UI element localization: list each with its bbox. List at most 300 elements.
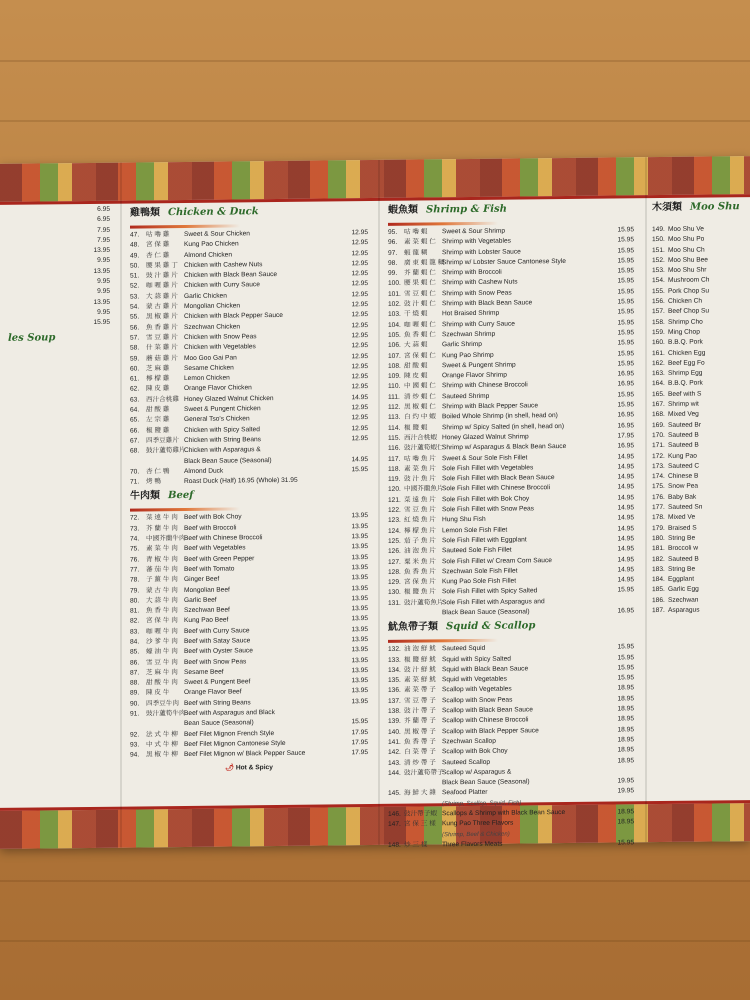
- right-list: [652, 224, 750, 616]
- item-price: 18.95: [617, 808, 634, 816]
- item-number: 80.: [130, 597, 140, 605]
- item-price: 14.95: [351, 455, 368, 463]
- item-name: Shrimp wit: [668, 400, 699, 408]
- item-number: 143.: [388, 759, 401, 767]
- item-number: 62.: [130, 385, 140, 394]
- item-number: 181.: [652, 545, 665, 553]
- item-chinese-name: 芝 麻 雞: [146, 365, 170, 373]
- item-name: Orange Flavor Chicken: [184, 384, 252, 393]
- item-name: Beef with String Beans: [184, 699, 251, 707]
- item-name: Sole Fish Fillet with Spicy Salted: [442, 587, 538, 596]
- item-chinese-name: 豉 汁 蝦 仁: [404, 300, 436, 308]
- item-number: 147.: [388, 821, 401, 829]
- item-number: 76.: [130, 556, 140, 564]
- item-name: Shrimp Egg: [668, 369, 703, 378]
- item-name: Squid with Black Bean Sauce: [442, 665, 529, 674]
- item-price: 14.95: [617, 483, 634, 491]
- item-chinese-name: 蕃 茄 牛 肉: [146, 565, 178, 574]
- item-number: 118.: [388, 465, 401, 473]
- item-number: 60.: [130, 365, 140, 373]
- item-number: 173.: [652, 462, 665, 470]
- item-price: 13.95: [351, 697, 368, 706]
- item-note: (Shrimp, Scallop, Squid, Fish): [442, 800, 522, 808]
- item-price: 13.95: [351, 512, 368, 520]
- item-chinese-name: 炒 三 樣: [404, 841, 428, 849]
- item-price: 13.95: [351, 563, 368, 572]
- item-name: Sweet & Pungent Beef: [184, 678, 251, 687]
- item-name: Beef Chop Su: [668, 307, 710, 316]
- item-number: 56.: [130, 324, 140, 332]
- item-name: Chicken with Spicy Salted: [184, 425, 260, 434]
- item-price: 18.95: [617, 684, 634, 692]
- item-name: Szechwan Beef: [184, 606, 230, 615]
- item-name: Sole Fish Fillet with Asparagus and: [442, 597, 545, 606]
- item-number: 55.: [130, 313, 140, 321]
- item-name: String Be: [668, 534, 696, 542]
- item-number: 120.: [388, 486, 401, 494]
- item-chinese-name: 西汁合桃雞: [146, 395, 179, 404]
- item-price: 14.95: [617, 473, 634, 481]
- item-number: 164.: [652, 380, 665, 388]
- item-number: 107.: [388, 352, 401, 360]
- item-number: 53.: [130, 293, 140, 301]
- item-chinese-name: 四季豆雞片: [146, 436, 179, 445]
- panel-fold: [120, 163, 122, 848]
- item-number: 155.: [652, 287, 665, 295]
- item-chinese-name: 大 蒜 雞 片: [146, 292, 178, 301]
- item-chinese-name: 粟 米 魚 片: [404, 557, 436, 566]
- item-chinese-name: 清 炒 帶 子: [404, 758, 436, 767]
- item-number: 106.: [388, 341, 401, 350]
- item-name: Three Flavors Meats: [442, 840, 503, 849]
- item-name: Beef with Oyster Sauce: [184, 647, 253, 656]
- item-number: 90.: [130, 700, 140, 708]
- item-chinese-name: 豉 汁 鮮 魷: [404, 666, 436, 674]
- item-number: 64.: [130, 406, 140, 414]
- item-number: 168.: [652, 411, 665, 419]
- item-name: Szechwan Sole Fish Fillet: [442, 567, 518, 576]
- item-name: Garlic Chicken: [184, 292, 227, 300]
- item-price: 16.95: [617, 411, 634, 419]
- item-chinese-name: 素 菜 牛 肉: [146, 545, 178, 553]
- item-price: 13.95: [93, 298, 110, 306]
- item-number: 84.: [130, 638, 140, 646]
- item-price: 13.95: [93, 246, 110, 255]
- item-name: Garlic Egg: [668, 585, 699, 594]
- item-number: 130.: [388, 589, 401, 597]
- item-name: Sole Fish Fillet with Vegetables: [442, 464, 534, 473]
- item-number: 91.: [130, 710, 140, 718]
- item-name: Sauteed C: [668, 462, 700, 470]
- item-price: 13.95: [351, 625, 368, 633]
- item-name: Beef with Broccoli: [184, 524, 237, 532]
- item-name: Moo Shu Po: [668, 235, 705, 244]
- item-price: 12.95: [351, 311, 368, 319]
- item-price: 12.95: [351, 424, 368, 432]
- item-price: 13.95: [351, 636, 368, 644]
- item-price: 15.95: [617, 257, 634, 265]
- section-header-moo-shu: 木須類 Moo Shu: [652, 201, 740, 214]
- item-number: 124.: [388, 527, 401, 535]
- item-name: Chicken with String Beans: [184, 436, 261, 444]
- item-price: 14.95: [617, 576, 634, 584]
- item-price: 15.95: [617, 267, 634, 275]
- item-number: 82.: [130, 617, 140, 625]
- legend: 🌶 Hot & Spicy: [225, 763, 273, 772]
- item-number: 174.: [652, 473, 665, 481]
- item-number: 144.: [388, 769, 401, 777]
- item-chinese-name: 椒 鹽 蝦: [404, 424, 428, 432]
- item-name: Shrimp w/ Asparagus & Black Bean Sauce: [442, 443, 567, 452]
- item-name: Honey Glazed Walnut Chicken: [184, 394, 274, 403]
- item-chinese-name: 芝 麻 牛 肉: [146, 668, 178, 677]
- item-number: 58.: [130, 344, 140, 352]
- item-name: Sole Fish Fillet with Snow Peas: [442, 505, 534, 514]
- item-number: 49.: [130, 252, 140, 260]
- item-price: 12.95: [351, 332, 368, 340]
- item-chinese-name: 什 菜 雞 片: [146, 344, 178, 352]
- item-name: Shrimp with Vegetables: [442, 237, 511, 246]
- item-price: 15.95: [93, 319, 110, 327]
- item-number: 112.: [388, 403, 401, 411]
- item-number: 178.: [652, 514, 665, 522]
- item-chinese-name: 茄 子 魚 片: [404, 537, 436, 545]
- item-name: Broccoli w: [668, 544, 699, 553]
- section-header-soup: [0, 332, 110, 353]
- item-price: 15.95: [617, 839, 634, 847]
- item-name: Squid with Spicy Salted: [442, 655, 511, 663]
- item-price: 6.95: [97, 216, 110, 224]
- item-name: Shrimp w/ Spicy Salted (in shell, head on): [442, 422, 565, 431]
- item-number: 126.: [388, 547, 401, 556]
- item-name: Chicken with Cashew Nuts: [184, 261, 263, 269]
- item-name: Hot Braised Shrimp: [442, 310, 500, 318]
- item-price: 12.95: [351, 404, 368, 412]
- item-number: 139.: [388, 718, 401, 726]
- item-name: Sole Fish Fillet w/ Cream Corn Sauce: [442, 556, 552, 565]
- item-price: 16.95: [617, 370, 634, 378]
- item-name: Sesame Beef: [184, 668, 224, 676]
- item-chinese-name: 菜 遠 牛 肉: [146, 514, 178, 522]
- item-name: Almond Chicken: [184, 251, 233, 259]
- item-number: 182.: [652, 555, 665, 563]
- item-number: 145.: [388, 790, 401, 798]
- item-price: 15.95: [617, 674, 634, 682]
- item-name: B.B.Q. Pork: [668, 338, 703, 347]
- item-number: 151.: [652, 246, 665, 254]
- item-price: 14.95: [617, 452, 634, 460]
- item-price: 13.95: [351, 584, 368, 592]
- item-chinese-name: 廣 東 蝦 龍 糊: [404, 259, 445, 267]
- item-name: Beef with Curry Sauce: [184, 627, 250, 635]
- item-chinese-name: 素 菜 蝦 仁: [404, 238, 436, 246]
- item-number: 110.: [388, 383, 401, 391]
- item-chinese-name: 紅 燒 魚 片: [404, 516, 436, 525]
- item-chinese-name: 黑 椒 牛 柳: [146, 751, 178, 759]
- item-chinese-name: 蒙 古 牛 肉: [146, 586, 178, 594]
- item-number: 67.: [130, 437, 140, 445]
- section-header-shrimp-fish: 蝦魚類 Shrimp & Fish: [388, 203, 634, 226]
- item-chinese-name: 椒 鹽 鮮 魷: [404, 655, 436, 664]
- item-chinese-name: 魚 香 魚 片: [404, 568, 436, 576]
- item-chinese-name: 杏 仁 雞: [146, 251, 170, 259]
- item-price: 12.95: [351, 342, 368, 350]
- item-number: 101.: [388, 290, 401, 298]
- item-chinese-name: 黑 椒 蝦 仁: [404, 403, 436, 411]
- item-chinese-name: 白 灼 中 蝦: [404, 413, 436, 422]
- item-price: 12.95: [351, 301, 368, 309]
- chicken-beef-panel: [130, 202, 368, 774]
- item-name: General Tso's Chicken: [184, 415, 250, 424]
- item-name: Beef Filet Mignon French Style: [184, 729, 275, 738]
- panel-fold: [378, 160, 380, 845]
- item-name: Beef with Chinese Broccoli: [184, 534, 263, 543]
- item-chinese-name: 腰 果 蝦 仁: [404, 279, 436, 288]
- item-price: 13.95: [351, 646, 368, 654]
- item-name: Honey Glazed Walnut Shrimp: [442, 433, 529, 442]
- item-price: 15.95: [617, 391, 634, 399]
- item-name: Scallop with Vegetables: [442, 686, 512, 694]
- item-chinese-name: 干 燒 蝦: [404, 310, 428, 319]
- item-number: 73.: [130, 525, 140, 533]
- item-chinese-name: 雪 豆 蝦 仁: [404, 290, 436, 298]
- item-number: 160.: [652, 339, 665, 347]
- item-name: Sweet & Sour Chicken: [184, 230, 250, 239]
- item-name: Mixed Veg: [668, 410, 699, 419]
- item-name: Asparagus: [668, 606, 700, 614]
- item-price: 12.95: [351, 290, 368, 299]
- item-number: 175.: [652, 483, 665, 491]
- item-price: 14.95: [617, 514, 634, 522]
- item-number: 128.: [388, 568, 401, 576]
- item-name: Roast Duck (Half) 16.95 (Whole) 31.95: [184, 476, 298, 486]
- item-chinese-name: 魚 香 蝦 仁: [404, 331, 436, 339]
- item-price: 14.95: [617, 504, 634, 512]
- item-price: 13.95: [351, 605, 368, 613]
- item-chinese-name: 素 菜 帶 子: [404, 686, 436, 695]
- item-number: 159.: [652, 328, 665, 337]
- item-name: Garlic Beef: [184, 596, 217, 604]
- item-name: Shrimp Cho: [668, 318, 703, 326]
- item-chinese-name: 豉汁蘆筍蝦仁: [404, 444, 444, 452]
- item-name: Chicken with Vegetables: [184, 343, 256, 352]
- item-name: Scallop with Black Pepper Sauce: [442, 726, 539, 735]
- item-price: 15.95: [351, 465, 368, 474]
- item-price: 14.95: [617, 524, 634, 533]
- item-name: Beef with S: [668, 390, 702, 398]
- item-name: Beef with Bok Choy: [184, 513, 242, 522]
- item-number: 59.: [130, 355, 140, 363]
- item-number: 71.: [130, 478, 140, 486]
- item-number: 97.: [388, 249, 398, 257]
- item-name: Chicken with Black Pepper Sauce: [184, 312, 283, 321]
- section-title: les Soup: [8, 331, 56, 344]
- item-chinese-name: 豉 汁 魚 片: [404, 475, 436, 483]
- item-number: 116.: [388, 444, 401, 453]
- item-number: 70.: [130, 468, 140, 476]
- item-chinese-name: 咕 嚕 魚 片: [404, 454, 436, 463]
- item-price: 15.95: [617, 360, 634, 368]
- item-name: Sauteed Scallop: [442, 758, 491, 766]
- item-price: 15.95: [617, 664, 634, 672]
- item-number: 52.: [130, 282, 140, 291]
- item-name: Mushroom Ch: [668, 276, 710, 285]
- beef-list: [130, 511, 368, 761]
- item-number: 165.: [652, 390, 665, 398]
- item-number: 141.: [388, 738, 401, 746]
- item-chinese-name: 蝦 龍 糊: [404, 249, 428, 257]
- item-price: 14.95: [617, 566, 634, 574]
- item-name: Moo Shu Shr: [668, 266, 707, 275]
- item-name: Orange Flavor Beef: [184, 688, 242, 697]
- item-price: 7.95: [97, 226, 110, 234]
- item-price: 13.95: [351, 615, 368, 623]
- item-number: 88.: [130, 679, 140, 687]
- item-number: 170.: [652, 431, 665, 440]
- item-chinese-name: 豉 汁 雞 片: [146, 272, 178, 280]
- item-chinese-name: 烤 鴨: [146, 478, 162, 486]
- item-price: 18.95: [617, 715, 634, 723]
- item-number: 87.: [130, 669, 140, 677]
- item-price: 9.95: [97, 277, 110, 285]
- item-name: Beef with Asparagus and Black: [184, 709, 275, 718]
- item-chinese-name: 子 薑 牛 肉: [146, 576, 178, 584]
- item-number: 153.: [652, 267, 665, 275]
- item-price: 15.95: [617, 329, 634, 337]
- item-price: 17.95: [351, 728, 368, 736]
- chicken-list: [130, 228, 368, 488]
- item-number: 161.: [652, 349, 665, 357]
- item-name: Shrimp with Cashew Nuts: [442, 278, 518, 287]
- item-number: 123.: [388, 517, 401, 525]
- item-number: 129.: [388, 578, 401, 586]
- item-number: 108.: [388, 362, 401, 370]
- item-price: 15.95: [617, 277, 634, 285]
- item-number: 146.: [388, 810, 401, 818]
- item-name: Sauteed B: [668, 555, 699, 563]
- item-chinese-name: 左 宗 雞: [146, 416, 170, 424]
- item-price: 13.95: [351, 656, 368, 664]
- item-price: 12.95: [351, 362, 368, 371]
- item-number: 140.: [388, 728, 401, 736]
- right-panel: [652, 198, 750, 616]
- item-number: 104.: [388, 321, 401, 329]
- item-number: 157.: [652, 308, 665, 316]
- item-number: 163.: [652, 370, 665, 378]
- item-price: 19.95: [617, 777, 634, 785]
- item-name: Black Bean Sauce (Seasonal): [442, 608, 530, 617]
- item-number: 148.: [388, 841, 401, 849]
- item-price: 13.95: [351, 543, 368, 551]
- item-name: Sauteed Squid: [442, 645, 486, 653]
- item-name: Szechwan Chicken: [184, 323, 241, 331]
- item-price: 14.95: [351, 393, 368, 401]
- item-name: Sauteed B: [668, 441, 699, 450]
- item-number: 177.: [652, 503, 665, 512]
- item-name: Szechwan Shrimp: [442, 330, 496, 339]
- item-number: 162.: [652, 359, 665, 367]
- item-name: Lemon Chicken: [184, 374, 230, 383]
- item-name: Garlic Shrimp: [442, 341, 482, 349]
- item-price: 12.95: [351, 383, 368, 391]
- item-price: 9.95: [97, 288, 110, 296]
- item-name: Shrimp with Black Pepper Sauce: [442, 402, 539, 411]
- item-number: 121.: [388, 496, 401, 504]
- item-price: 15.95: [617, 246, 634, 255]
- item-chinese-name: 魚 香 帶 子: [404, 738, 436, 746]
- item-price: 15.95: [351, 718, 368, 726]
- item-name: Mixed Ve: [668, 513, 696, 522]
- item-price: 12.95: [351, 239, 368, 247]
- item-name: Shrimp with Curry Sauce: [442, 320, 515, 328]
- item-chinese-name: 雪 豆 雞 片: [146, 334, 178, 342]
- item-number: 81.: [130, 607, 140, 615]
- item-number: 96.: [388, 239, 398, 247]
- item-number: 78.: [130, 576, 140, 584]
- item-number: 136.: [388, 687, 401, 695]
- item-name: Kung Pao: [668, 452, 697, 460]
- item-price: 18.95: [617, 736, 634, 744]
- item-price: 12.95: [351, 259, 368, 268]
- item-number: 94.: [130, 751, 140, 759]
- item-number: 127.: [388, 558, 401, 566]
- item-number: 156.: [652, 298, 665, 306]
- item-name: Scallop with Snow Peas: [442, 696, 513, 705]
- item-number: 135.: [388, 676, 401, 685]
- item-name: Pork Chop Su: [668, 287, 710, 295]
- item-number: 183.: [652, 565, 665, 573]
- item-name: Shrimp with Broccoli: [442, 268, 502, 277]
- item-chinese-name: 檸 檬 魚 片: [404, 526, 436, 535]
- item-price: 13.95: [351, 533, 368, 541]
- item-price: 15.95: [617, 653, 634, 662]
- item-number: 132.: [388, 646, 401, 654]
- item-price: 15.95: [617, 288, 634, 296]
- item-chinese-name: 宮 保 三 樣: [404, 820, 436, 829]
- item-chinese-name: 宮 保 蝦 仁: [404, 351, 436, 360]
- item-chinese-name: 咕 嚕 蝦: [404, 228, 428, 236]
- item-chinese-name: 甜 酸 牛 肉: [146, 679, 178, 687]
- item-price: 19.95: [617, 787, 634, 795]
- item-price: 12.95: [351, 414, 368, 422]
- item-chinese-name: 中國芥蘭魚片: [404, 485, 444, 494]
- item-name: Chicken Egg: [668, 349, 706, 357]
- item-price: 7.95: [97, 236, 110, 244]
- item-price: 17.95: [351, 749, 368, 757]
- item-number: 134.: [388, 666, 401, 674]
- item-number: 186.: [652, 596, 665, 604]
- item-price: 13.95: [351, 677, 368, 685]
- item-number: 103.: [388, 311, 401, 319]
- item-number: 138.: [388, 707, 401, 715]
- item-price: 12.95: [351, 249, 368, 257]
- item-name: Ming Chop: [668, 328, 700, 336]
- section-header-chicken-duck: 雞鴨類 Chicken & Duck: [130, 206, 368, 228]
- item-number: 99.: [388, 269, 398, 278]
- item-price: 15.95: [617, 401, 634, 409]
- item-name: Sweet & Pungent Chicken: [184, 405, 261, 414]
- item-price: 15.95: [617, 339, 634, 347]
- item-name: Sauteed Br: [668, 421, 701, 429]
- item-name: Kung Pao Chicken: [184, 240, 239, 249]
- item-price: 13.95: [351, 574, 368, 582]
- item-chinese-name: 宮 保 魚 片: [404, 578, 436, 586]
- menu-item: [652, 605, 750, 616]
- item-name: Shrimp with Lobster Sauce: [442, 248, 521, 256]
- item-chinese-name: 芥 蘭 蝦 仁: [404, 269, 436, 277]
- item-price: 15.95: [617, 643, 634, 651]
- item-name: Chicken with Snow Peas: [184, 333, 257, 341]
